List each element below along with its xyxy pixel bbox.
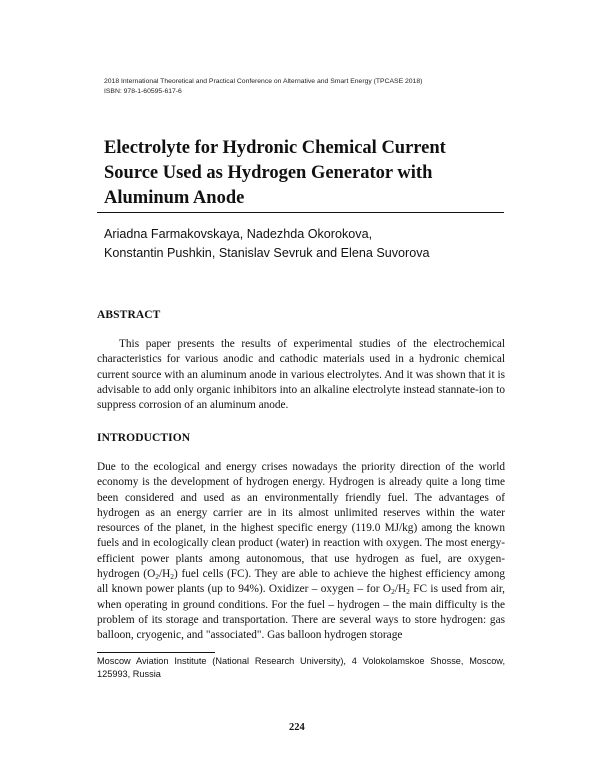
title-divider (97, 212, 504, 213)
intro-text-part: /H (394, 583, 407, 596)
subscript: 2 (391, 587, 395, 597)
intro-text-part: /H (158, 568, 171, 581)
title-line: Aluminum Anode (104, 188, 245, 208)
introduction-text (97, 460, 505, 644)
intro-text-part: FC is used from air, when operating in ground conditions. For the fuel – hydrogen – the main difficulty is the problem of its storage and transportation. There are several ways to store hydrogen: gas balloon, cryogenic, and "associated". Gas balloon hydrogen storage (97, 583, 505, 642)
footnote-divider (97, 652, 215, 653)
author-line: Konstantin Pushkin, Stanislav Sevruk and Elena Suvorova (104, 245, 430, 260)
subscript: 2 (406, 587, 410, 597)
abstract-heading: ABSTRACT (97, 309, 161, 321)
page-number: 224 (289, 722, 305, 733)
intro-text-part: Due to the ecological and energy crises nowadays the priority direction of the world economy is the development of hydrogen energy. Hydrogen is already quite a long time been considered and used as an environmentally friendly fuel. The advantages of hydrogen as an energy carrier are in its almost unlimited reserves within the water resources of the planet, in the highest specific energy (119.0 MJ/kg) among the known fuels and in ecologically clean product (water) in reaction with oxygen. The most energy-efficient power plants among autonomous, that use hydrogen as fuel, are oxygen-hydrogen (O (97, 461, 505, 581)
intro-text-part: ) fuel cells (FC). They are able to achieve the highest efficiency among all known power plants (up to 94%). Oxidizer – oxygen – for O (97, 568, 505, 596)
introduction-heading: INTRODUCTION (97, 432, 191, 444)
isbn: ISBN: 978-1-60595-617-6 (104, 87, 182, 95)
title-line: Source Used as Hydrogen Generator with (104, 163, 433, 183)
subscript: 2 (170, 572, 175, 582)
affiliation-footnote: Moscow Aviation Institute (National Research University), 4 Volokolamskoe Shosse, Moscow, 125993, Russia (97, 656, 505, 679)
subscript: 2 (155, 572, 159, 582)
title-line: Electrolyte for Hydronic Chemical Current (104, 138, 446, 158)
abstract-text: This paper presents the results of experimental studies of the electrochemical characteristics for various anodic and cathodic materials used in a hydronic chemical current source with an aluminum anode in various electrolytes. And it was shown that it is advisable to add only organic inhibitors into an alkaline electrolyte instead stannate-ion to suppress corrosion of an aluminum anode. (97, 338, 505, 412)
paper-title (104, 136, 504, 211)
conference-name: 2018 International Theoretical and Practical Conference on Alternative and Smart Energy (TPCASE 2018) (104, 78, 423, 85)
conference-header (104, 77, 422, 96)
author-line: Ariadna Farmakovskaya, Nadezhda Okorokova, (104, 227, 373, 241)
author-list (104, 225, 430, 262)
